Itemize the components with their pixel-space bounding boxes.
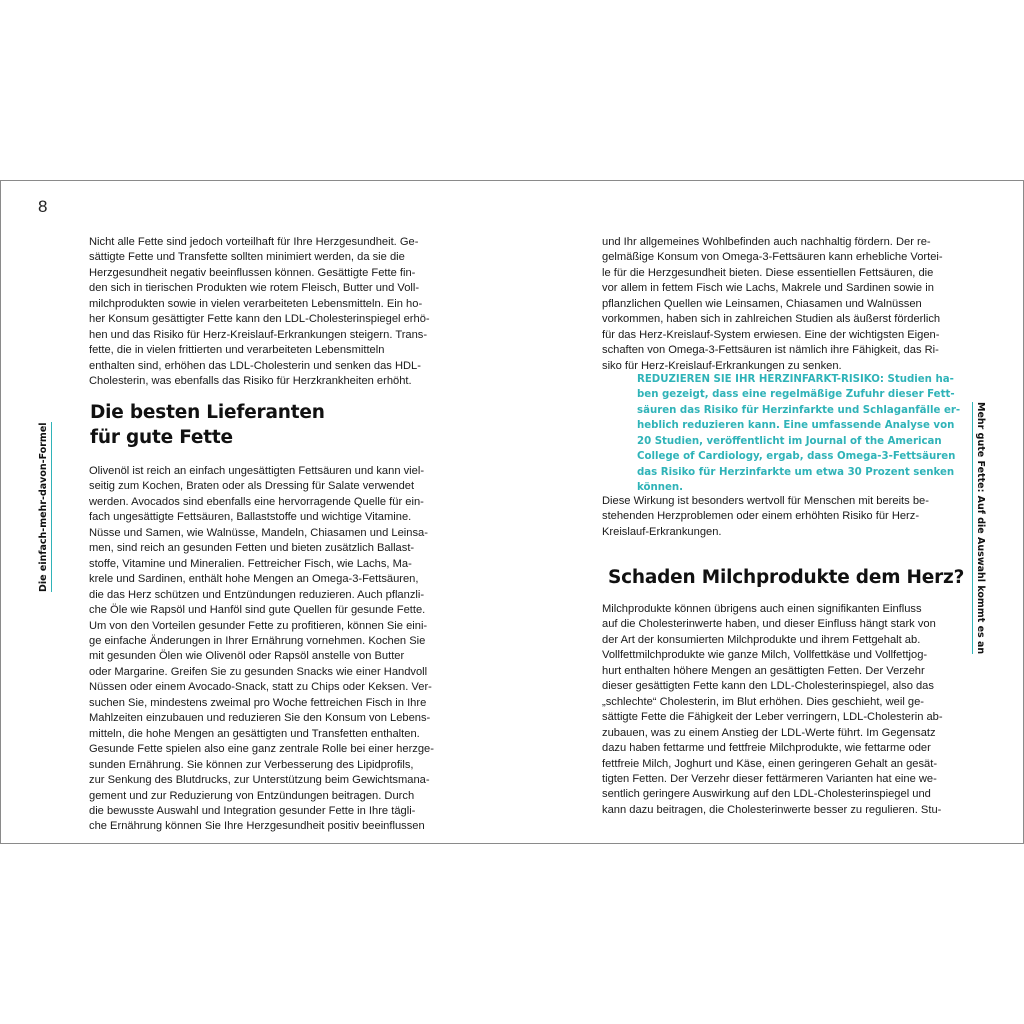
text-line: enthalten sind, erhöhen das LDL-Cholesterin und senken das HDL- [89, 359, 421, 372]
text-line: schaften von Omega-3-Fettsäuren ist nämlich ihre Fähigkeit, das Ri- [602, 344, 939, 357]
text-line: und Ihr allgemeines Wohlbefinden auch nachhaltig fördern. Der re- [602, 236, 931, 248]
text-line: fach ungesättigte Fettsäuren, Ballaststoffe und wichtige Vitamine. [89, 511, 412, 524]
text-line: le für die Herzgesundheit bieten. Diese essentiellen Fettsäuren, die [602, 266, 934, 279]
text-line: die das Herz schützen und Entzündungen reduzieren. Auch pflanzli- [89, 588, 425, 601]
callout-box [637, 372, 960, 496]
text-line: Herzgesundheit negativ beeinflussen können. Gesättigte Fette fin- [89, 266, 416, 279]
text-line: mitteln, die hohe Mengen an gesättigten und Transfetten enthalten. [89, 727, 420, 740]
text-line: Diese Wirkung ist besonders wertvoll für Menschen mit bereits be- [602, 495, 929, 507]
text-line: der Art der konsumierten Milchprodukte und ihrem Fettgehalt ab. [602, 633, 921, 646]
left-column-intro [89, 235, 439, 390]
heading-line: Die besten Lieferanten [90, 402, 325, 423]
text-line: ge einfache Änderungen in Ihrer Ernährung vornehmen. Kochen Sie [89, 634, 426, 647]
callout-line: College of Cardiology, ergab, dass Omega-3-Fettsäuren [637, 451, 956, 463]
callout-line: REDUZIEREN SIE IHR HERZINFARKT-RISIKO: Studien ha- [637, 374, 954, 385]
right-column-body [602, 602, 943, 818]
text-line: seitig zum Kochen, Braten oder als Dressing für Salate verwendet [89, 480, 415, 493]
right-column-intro [602, 235, 942, 374]
right-column-after-callout [602, 494, 929, 540]
callout-line: ben gezeigt, dass eine regelmäßige Zufuhr dieser Fett- [637, 389, 955, 401]
text-line: Nüsse und Samen, wie Walnüsse, Mandeln, Chiasamen und Leinsa- [89, 526, 428, 539]
text-line: Nicht alle Fette sind jedoch vorteilhaft für Ihre Herzgesundheit. Ge- [89, 236, 419, 248]
text-line: den sich in tierischen Produkten wie rotem Fleisch, Butter und Voll- [89, 282, 420, 295]
text-line: gelmäßige Konsum von Omega-3-Fettsäuren kann erhebliche Vortei- [602, 251, 943, 264]
text-line: stoffe, Vitamine und Mineralien. Fettreicher Fisch, wie Lachs, Ma- [89, 557, 412, 570]
text-line: werden. Avocados sind ebenfalls eine hervorragende Quelle für ein- [89, 495, 424, 508]
heading-line: für gute Fette [90, 427, 233, 448]
callout-line: das Risiko für Herzinfarkte um etwa 30 Prozent senken [637, 466, 955, 478]
side-label-left-text: Die einfach-mehr-davon-Formel [38, 422, 52, 592]
callout-line: 20 Studien, veröffentlicht im Journal of the American [637, 435, 942, 447]
text-line: pflanzlichen Quellen wie Leinsamen, Chiasamen und Walnüssen [602, 297, 922, 310]
callout-line: heblich reduzieren kann. Eine umfassende Analyse von [637, 420, 955, 432]
text-line: suchen Sie, mindestens zweimal pro Woche fettreichen Fisch in Ihre [89, 696, 427, 709]
section-heading-lieferanten [90, 400, 325, 450]
text-line: tigten Fetten. Der Verzehr dieser fettärmeren Varianten hat eine we- [602, 772, 937, 785]
text-line: Gesunde Fette spielen also eine ganz zentrale Rolle bei einer herzge- [89, 743, 434, 756]
callout-line: können. [637, 482, 684, 494]
text-line: vor allem in fettem Fisch wie Lachs, Makrele und Sardinen sowie in [602, 282, 934, 295]
section-heading-milchprodukte: Schaden Milchprodukte dem Herz? [608, 567, 965, 588]
side-label-left [38, 422, 50, 592]
text-line: Cholesterin, was ebenfalls das Risiko für Herzkrankheiten erhöht. [89, 375, 412, 388]
text-line: zur Senkung des Blutdrucks, zur Unterstützung beim Gewichtsmana- [89, 774, 430, 787]
callout-line: säuren das Risiko für Herzinfarkte und Schlaganfälle er- [637, 404, 961, 416]
text-line: fettfreie Milch, Joghurt und Käse, einen geringeren Gehalt an gesät- [602, 757, 938, 770]
text-line: stehenden Herzproblemen oder einem erhöhten Risiko für Herz- [602, 510, 920, 523]
side-label-right-text: Mehr gute Fette: Auf die Auswahl kommt es an [972, 402, 986, 654]
text-line: men, sind reich an gesunden Fetten und bieten zusätzlich Ballast- [89, 542, 415, 555]
text-line: dieser gesättigten Fette kann den LDL-Cholesterinspiegel, also das [602, 680, 934, 693]
text-line: sunden Ernährung. Sie können zur Verbesserung des Lipidprofils, [89, 758, 414, 771]
text-line: sättigte Fette die Fähigkeit der Leber verringern, LDL-Cholesterin ab- [602, 711, 943, 724]
text-line: oder Margarine. Greifen Sie zu gesunden Snacks wie einer Handvoll [89, 665, 428, 678]
text-line: Olivenöl ist reich an einfach ungesättigten Fettsäuren und kann viel- [89, 465, 425, 477]
text-line: milchprodukten sowie in vielen verarbeiteten Lebensmitteln. Ein ho- [89, 297, 423, 310]
text-line: dazu haben fettarme und fettfreie Milchprodukte, wie fettarme oder [602, 742, 931, 755]
text-line: vorkommen, haben sich in zahlreichen Studien als äußerst förderlich [602, 313, 941, 326]
text-line: siko für Herz-Kreislauf-Erkrankungen zu senken. [602, 359, 842, 372]
text-line: gement und zur Reduzierung von Entzündungen beitragen. Durch [89, 789, 415, 802]
text-line: che Öle wie Rapsöl und Hanföl sind gute Quellen für gesunde Fette. [89, 604, 426, 617]
text-line: auf die Cholesterinwerte haben, und dieser Einfluss hängt stark von [602, 618, 936, 631]
page-number: 8 [38, 197, 48, 216]
text-line: hurt enthalten höhere Mengen an gesättigten Fetten. Der Verzehr [602, 664, 925, 677]
text-line: Kreislauf-Erkrankungen. [602, 525, 722, 538]
text-line: krele und Sardinen, enthält hohe Mengen an Omega-3-Fettsäuren, [89, 573, 419, 586]
text-line: Vollfettmilchprodukte wie ganze Milch, Vollfettkäse und Vollfettjog- [602, 649, 928, 662]
text-line: die bewusste Auswahl und Integration gesunder Fette in Ihre tägli- [89, 804, 416, 817]
text-line: für das Herz-Kreislauf-System erwiesen. Eine der wichtigsten Eigen- [602, 328, 940, 341]
text-line: sentlich geringere Auswirkung auf den LDL-Cholesterinspiegel und [602, 788, 931, 801]
text-line: che Ernährung können Sie Ihre Herzgesundheit positiv beeinflussen [89, 820, 425, 833]
text-line: Nüssen oder einem Avocado-Snack, statt zu Chips oder Keksen. Ver- [89, 681, 432, 694]
side-label-right [974, 402, 986, 655]
text-line: sättigte Fette und Transfette sollten minimiert werden, da sie die [89, 251, 405, 264]
left-column-body [89, 464, 434, 835]
text-line: her Konsum gesättigter Fette kann den LDL-Cholesterinspiegel erhö- [89, 313, 430, 326]
text-line: fette, die in vielen frittierten und verarbeiteten Lebensmitteln [89, 344, 385, 357]
text-line: Milchprodukte können übrigens auch einen signifikanten Einfluss [602, 603, 922, 615]
text-line: zubauen, was zu einem Anstieg der LDL-Werte führt. Im Gegensatz [602, 726, 936, 739]
text-line: kann dazu beitragen, die Cholesterinwerte besser zu regulieren. Stu- [602, 803, 942, 816]
text-line: hen und das Risiko für Herz-Kreislauf-Erkrankungen steigern. Trans- [89, 328, 428, 341]
text-line: Um von den Vorteilen gesunder Fette zu profitieren, können Sie eini- [89, 619, 428, 632]
text-line: Mahlzeiten einzubauen und reduzieren Sie den Konsum von Lebens- [89, 712, 431, 725]
text-line: „schlechte“ Cholesterin, im Blut erhöhen. Dies geschieht, weil ge- [602, 695, 924, 708]
text-line: mit gesunden Ölen wie Olivenöl oder Rapsöl anstelle von Butter [89, 650, 405, 663]
